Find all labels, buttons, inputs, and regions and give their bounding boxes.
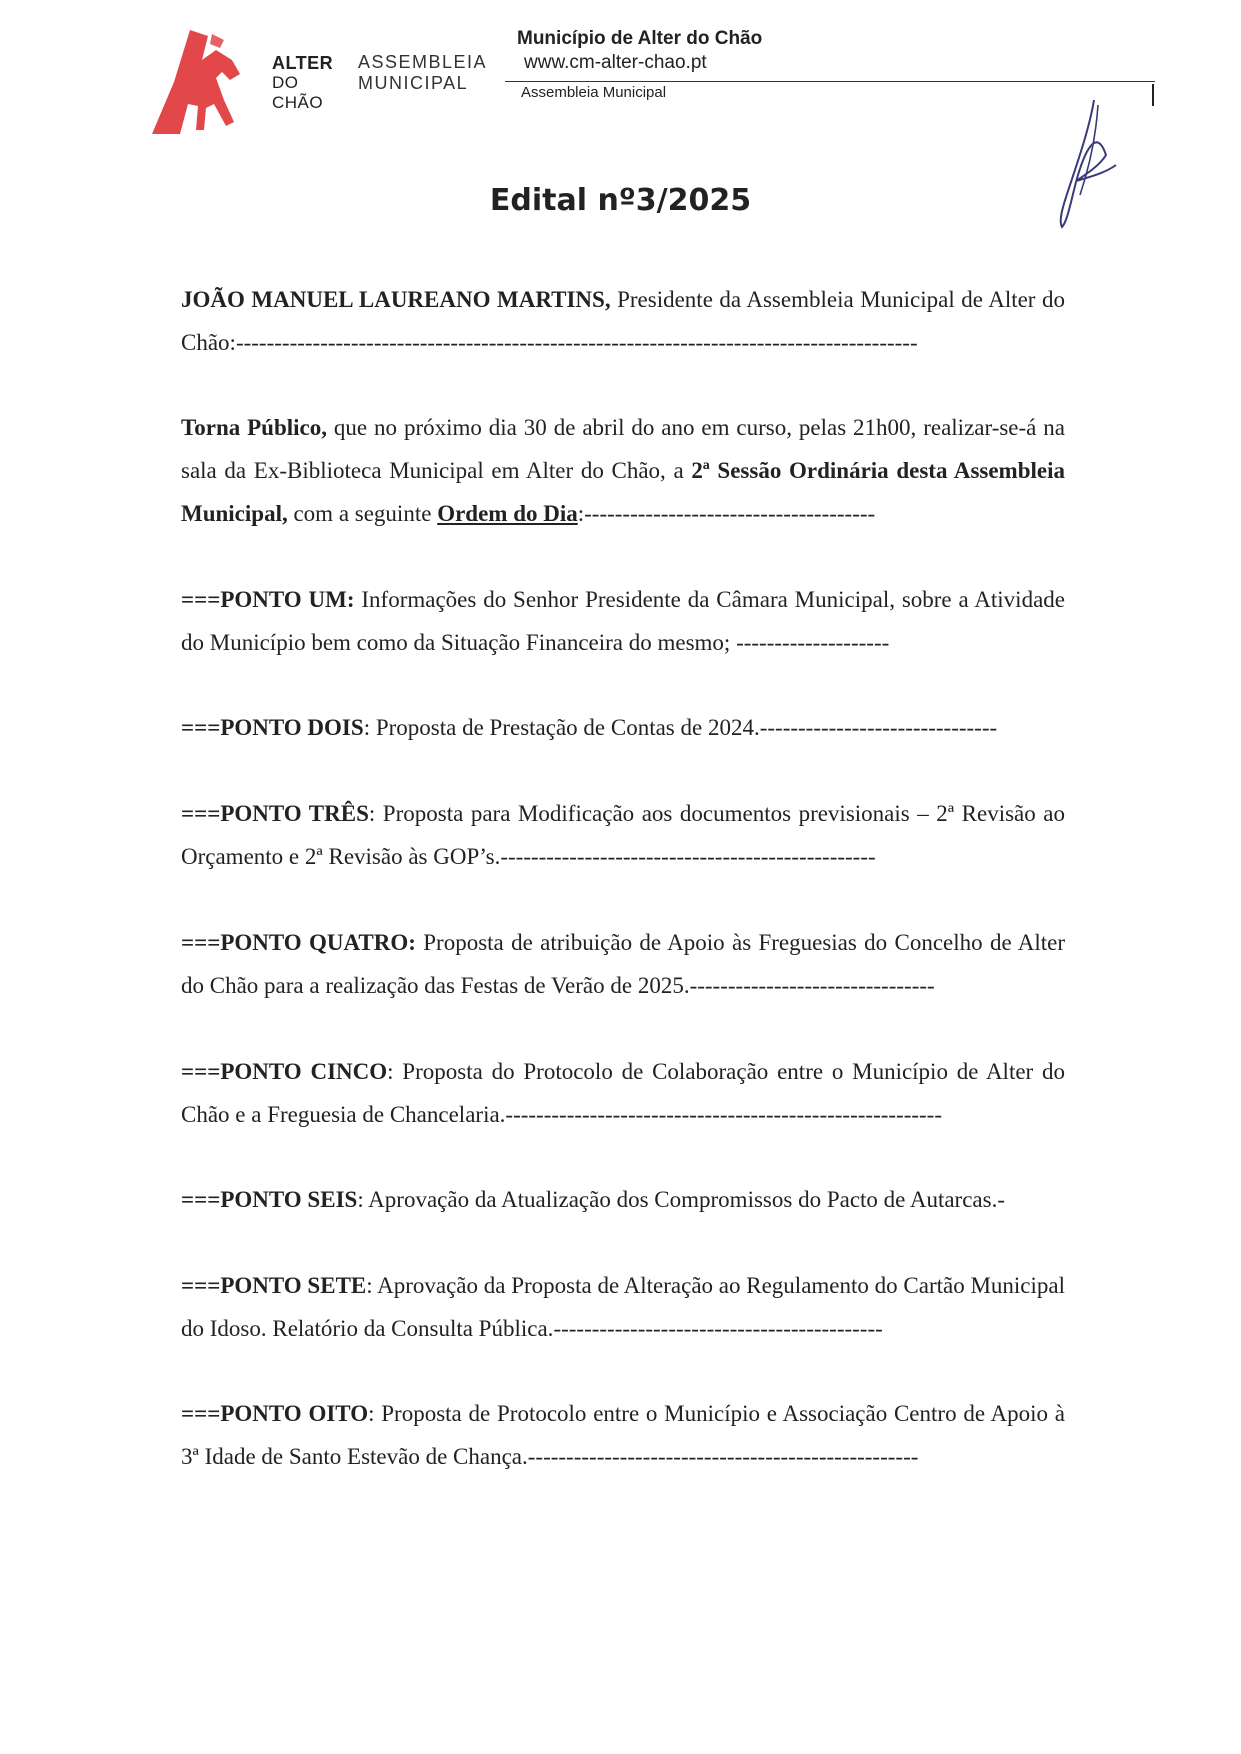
point-dashes: ------------------------------------------------- <box>500 844 876 869</box>
page-title: Edital nº3/2025 <box>489 183 752 218</box>
agenda-point-3 <box>181 792 1065 878</box>
logo-wordmark <box>272 53 333 113</box>
president-name: JOÃO MANUEL LAUREANO MARTINS, <box>181 287 611 312</box>
point-dashes: -------------------------------- <box>689 973 935 998</box>
agenda-point-5 <box>181 1050 1065 1136</box>
point-text: Informações do Senhor Presidente da Câmara Municipal, sobre a Atividade do Município bem como da Situação Financeira do mesmo; <box>181 587 1065 655</box>
point-label: ===PONTO OITO <box>181 1401 369 1426</box>
logo-line-3: CHÃO <box>272 93 324 112</box>
point-text: Proposta de atribuição de Apoio às Freguesias do Concelho de Alter do Chão para a realização das Festas de Verão de 2025. <box>181 930 1065 998</box>
point-dashes: --------------------------------------------------- <box>527 1444 919 1469</box>
logo-line-1: ALTER <box>272 53 334 73</box>
announcement-dashes: -------------------------------------- <box>584 501 876 526</box>
header-divider <box>505 81 1155 82</box>
intro-paragraph <box>181 278 1065 364</box>
header-section-name: Assembleia Municipal <box>521 84 667 101</box>
point-text: : Proposta para Modificação aos documentos previsionais – 2ª Revisão ao Orçamento e 2ª Revisão às GOP’s. <box>181 801 1065 869</box>
agenda-point-2 <box>181 706 1065 749</box>
point-label: ===PONTO DOIS <box>181 715 364 740</box>
session-name: 2ª Sessão Ordinária desta Assembleia Municipal, <box>181 458 1065 526</box>
point-dashes: - <box>997 1187 1006 1212</box>
announcement-colon: : <box>577 501 585 526</box>
point-dashes: --------------------------------------------------------- <box>505 1102 942 1127</box>
point-text: : Aprovação da Proposta de Alteração ao Regulamento do Cartão Municipal do Idoso. Relatório da Consulta Pública. <box>181 1273 1065 1341</box>
intro-text: Presidente da Assembleia Municipal de Alter do Chão: <box>181 287 1065 355</box>
announcement-text-1: que no próximo dia 30 de abril do ano em curso, pelas 21h00, realizar-se-á na sala da Ex-Biblioteca Municipal em Alter do Chão, a <box>181 415 1065 483</box>
agenda-point-4 <box>181 921 1065 1007</box>
website-link[interactable]: www.cm-alter-chao.pt <box>524 52 707 73</box>
agenda-point-1 <box>181 578 1065 664</box>
point-dashes: ------------------------------- <box>759 715 998 740</box>
point-dashes: ------------------------------------------- <box>553 1316 883 1341</box>
point-text: : Proposta do Protocolo de Colaboração entre o Município de Alter do Chão e a Freguesia de Chancelaria. <box>181 1059 1065 1127</box>
agenda-point-8 <box>181 1392 1065 1478</box>
announcement-lead: Torna Público, <box>181 415 328 440</box>
agenda-point-7 <box>181 1264 1065 1350</box>
point-text: : Aprovação da Atualização dos Compromissos do Pacto de Autarcas. <box>357 1187 998 1212</box>
intro-dashes: ----------------------------------------------------------------------------------------- <box>235 330 918 355</box>
municipality-name: Município de Alter do Chão <box>517 28 763 49</box>
point-text: : Proposta de Prestação de Contas de 2024. <box>363 715 760 740</box>
point-label: ===PONTO SETE <box>181 1273 367 1298</box>
announcement-paragraph <box>181 406 1065 535</box>
announcement-text-2: com a seguinte <box>287 501 438 526</box>
point-label: ===PONTO UM: <box>181 587 355 612</box>
point-label: ===PONTO TRÊS <box>181 801 369 826</box>
agenda-point-6 <box>181 1178 1065 1221</box>
header-divider-tick <box>1152 84 1154 106</box>
assembleia-line-1: ASSEMBLEIA <box>358 52 488 72</box>
assembleia-wordmark <box>358 52 487 94</box>
logo-line-2: DO <box>272 73 299 92</box>
point-label: ===PONTO QUATRO: <box>181 930 416 955</box>
assembleia-line-2: MUNICIPAL <box>358 73 469 93</box>
point-text: : Proposta de Protocolo entre o Município e Associação Centro de Apoio à 3ª Idade de Santo Estevão de Chança. <box>181 1401 1065 1469</box>
point-label: ===PONTO CINCO <box>181 1059 388 1084</box>
horse-logo-icon <box>152 30 240 134</box>
point-label: ===PONTO SEIS <box>181 1187 358 1212</box>
ordem-do-dia: Ordem do Dia <box>437 501 578 526</box>
point-dashes: -------------------- <box>736 630 890 655</box>
